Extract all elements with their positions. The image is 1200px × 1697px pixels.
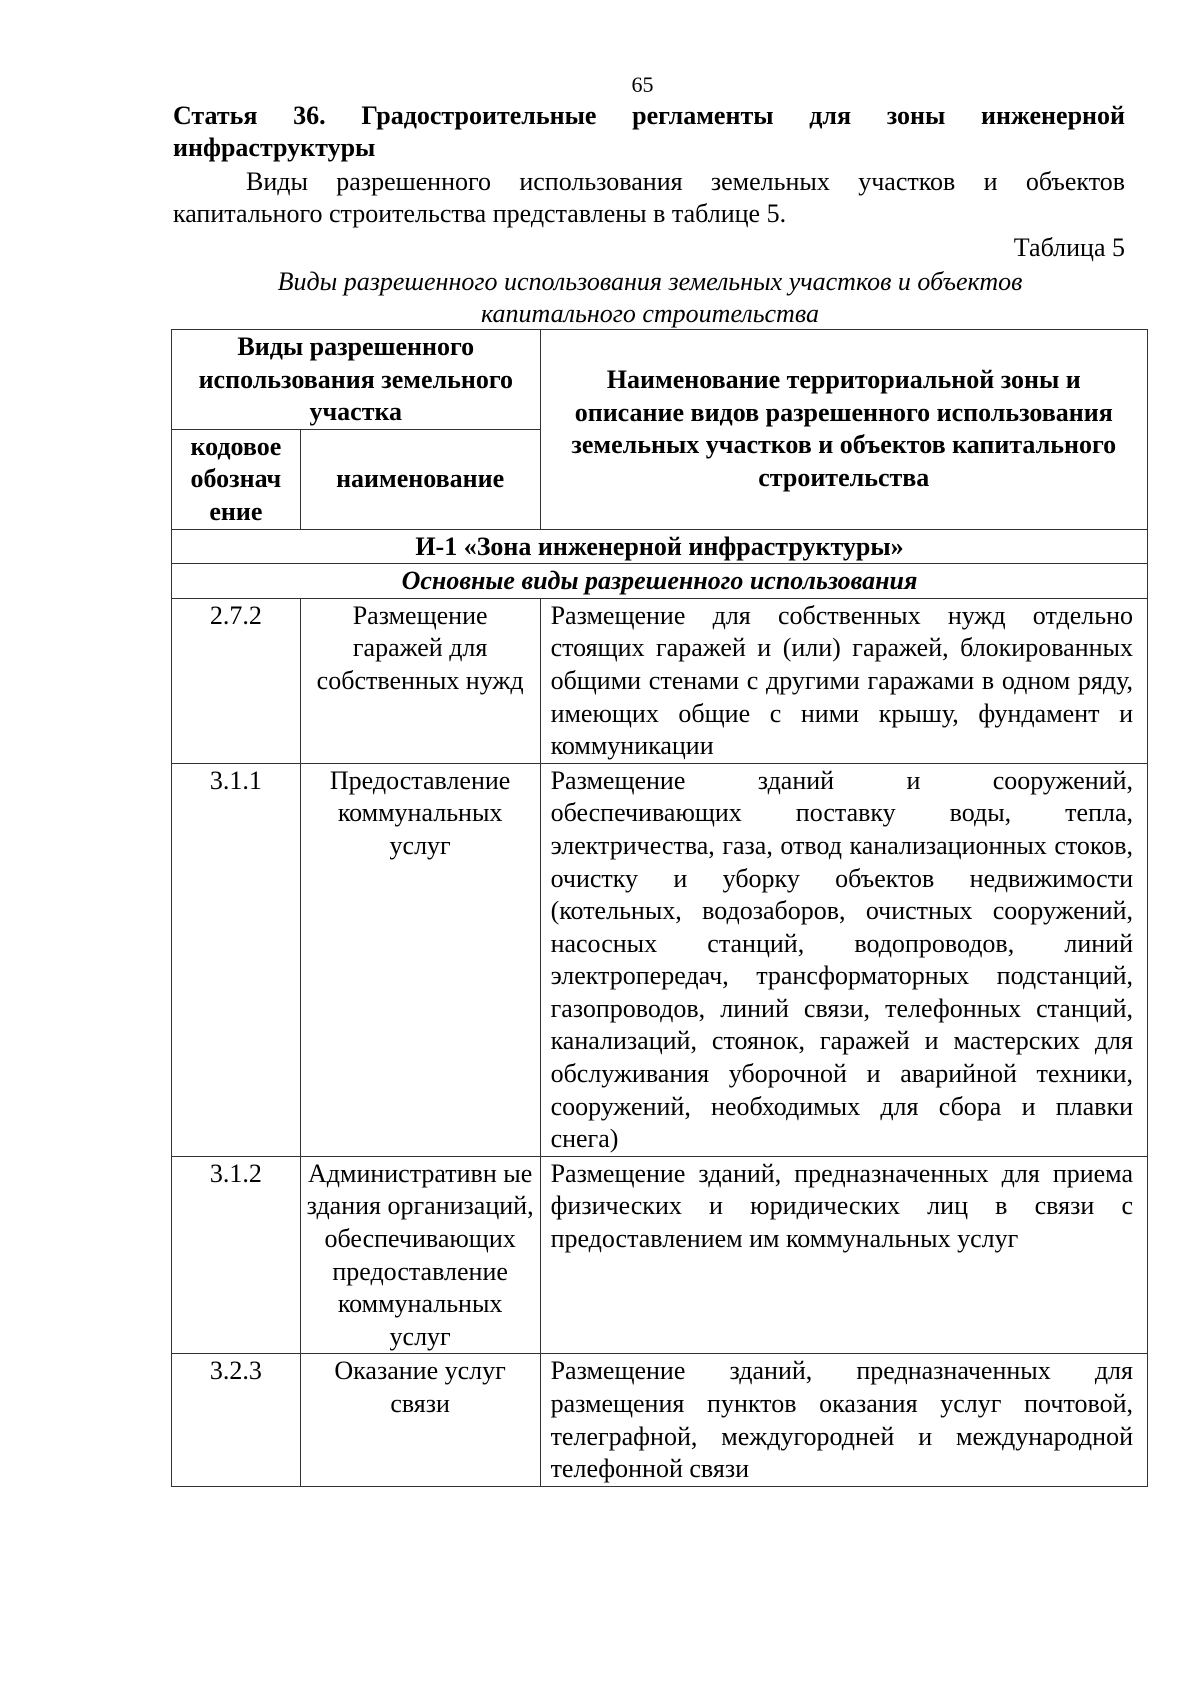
header-name-cell: наименование xyxy=(300,429,540,529)
table-row xyxy=(172,763,1148,1156)
row-code: 3.1.2 xyxy=(172,1156,301,1354)
row-code: 3.2.3 xyxy=(172,1354,301,1486)
row-description: Размещение зданий, предназначенных для приема физических и юридических лиц в связи с предоставлением им коммунальных услуг xyxy=(540,1156,1147,1354)
row-code: 2.7.2 xyxy=(172,598,301,763)
table-caption: Виды разрешенного использования земельных участков и объектов капитального строительства xyxy=(277,267,1023,328)
row-name: Административн ые здания организаций, обеспечивающих предоставление коммунальных услуг xyxy=(300,1156,540,1354)
table-number: Таблица 5 xyxy=(1013,233,1125,262)
kinds-title-row xyxy=(172,564,1148,599)
row-code: 3.1.1 xyxy=(172,763,301,1156)
row-name: Размещение гаражей для собственных нужд xyxy=(300,598,540,763)
land-use-table xyxy=(171,329,1148,1487)
article-title: Статья 36. Градостроительные регламенты для зоны инженерной инфраструктуры xyxy=(173,101,1125,162)
table-row xyxy=(172,1156,1148,1354)
table-row xyxy=(172,598,1148,763)
header-description-cell: Наименование территориальной зоны и описание видов разрешенного использования земельных участков и объектов капитального строительства xyxy=(540,330,1147,530)
zone-title-row xyxy=(172,529,1148,564)
page-number: 65 xyxy=(631,72,654,97)
row-description: Размещение зданий и сооружений, обеспечивающих поставку воды, тепла, электричества, газа, отвод канализационных стоков, очистку и уборку объектов недвижимости (котельных, водозаборов, очистных сооружений, насосных станций, водопроводов, линий электропередач, трансформаторных подстанций, газопроводов, линий связи, телефонных станций, канализаций, стоянок, гаражей и мастерских для обслуживания уборочной и аварийной техники, сооружений, необходимых для сбора и плавки снега) xyxy=(540,763,1147,1156)
row-description: Размещение зданий, предназначенных для размещения пунктов оказания услуг почтовой, телеграфной, междугородней и международной телефонной связи xyxy=(540,1354,1147,1486)
zone-title-cell: И-1 «Зона инженерной инфраструктуры» xyxy=(172,529,1148,564)
header-group-cell: Виды разрешенного использования земельного участка xyxy=(172,330,541,430)
kinds-title-cell: Основные виды разрешенного использования xyxy=(172,564,1148,599)
table-header-row xyxy=(172,330,1148,430)
row-name: Предоставление коммунальных услуг xyxy=(300,763,540,1156)
row-description: Размещение для собственных нужд отдельно стоящих гаражей и (или) гаражей, блокированных общими стенами с другими гаражами в одном ряду, имеющих общие с ними крышу, фундамент и коммуникации xyxy=(540,598,1147,763)
row-name: Оказание услуг связи xyxy=(300,1354,540,1486)
intro-paragraph: Виды разрешенного использования земельных участков и объектов капитального строительства представлены в таблице 5. xyxy=(173,167,1125,228)
header-code-cell: кодовое обознач ение xyxy=(172,429,301,529)
table-row xyxy=(172,1354,1148,1486)
